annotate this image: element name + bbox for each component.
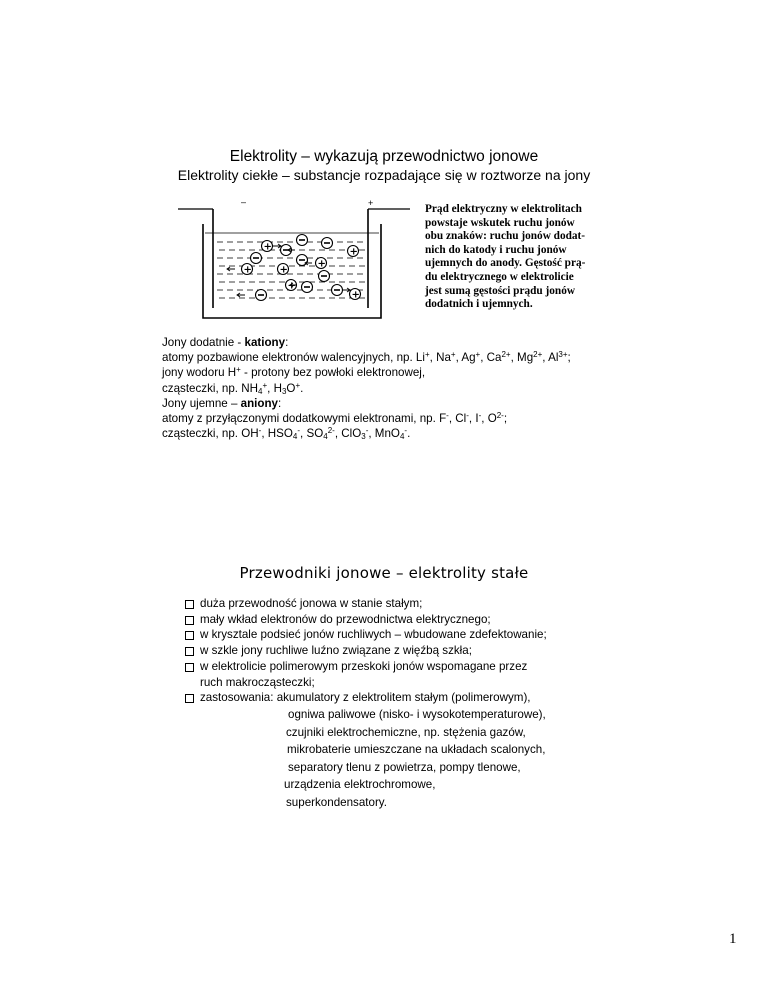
application-item: superkondensatory. — [286, 795, 387, 809]
cation-icon — [262, 241, 273, 253]
application-item: separatory tlenu z powietrza, pompy tlenowe, — [288, 760, 521, 774]
cation-icon — [278, 264, 289, 276]
anions-atoms-line: atomy z przyłączonymi dodatkowymi elektronami, np. F-, Cl-, I-, $O^{2-}$; — [162, 411, 508, 426]
application-item: urządzenia elektrochromowe, — [284, 778, 436, 792]
anions-molecules-line: cząsteczki, np. OH-, $HSO_4^-$, $SO_4^{2-}$, ClO$_3$-, MnO$_4$-. — [162, 426, 411, 442]
caption-line: powstaje wskutek ruchu jonów — [425, 216, 575, 229]
checkbox-bullet-icon — [185, 694, 194, 703]
anion-icon — [322, 238, 333, 249]
cation-icon — [350, 289, 361, 301]
application-item: czujniki elektrochemiczne, np. stężenia gazów, — [286, 725, 526, 739]
anion-icon — [302, 282, 313, 293]
anion-icon — [256, 290, 267, 301]
checkbox-bullet-icon — [185, 663, 194, 672]
svg-text:+: + — [263, 241, 272, 253]
list-item-continuation: ruch makrocząsteczki; — [200, 675, 315, 689]
list-item: duża przewodność jonowa w stanie stałym; — [185, 596, 547, 612]
list-item: w krysztale podsieć jonów ruchliwych – wbudowane zdefektowanie; — [185, 627, 547, 643]
cations-atoms-line: atomy pozbawione elektronów walencyjnych, np. Li+, Na+, Ag+, $Ca^{2+}$, $Mg^{2+}$, $Al^{3+}$; — [162, 350, 571, 365]
application-item: mikrobaterie umieszczane na układach scalonych, — [287, 743, 546, 757]
cathode-sign: – — [241, 198, 247, 207]
list-item: mały wkład elektronów do przewodnictwa elektrycznego; — [185, 612, 547, 628]
caption-line: du elektrycznego w elektrolicie — [425, 270, 574, 283]
svg-text:+: + — [279, 264, 288, 276]
svg-text:+: + — [349, 246, 358, 258]
cations-heading: Jony dodatnie - kationy: — [162, 336, 289, 349]
svg-text:+: + — [351, 289, 360, 301]
list-item: w elektrolicie polimerowym przeskoki jonów wspomagane przez — [185, 659, 547, 675]
cations-molecules-line: cząsteczki, np. $NH_4^+$, $H_3O^+$. — [162, 380, 304, 396]
caption-line: jest sumą gęstości prądu jonów — [425, 284, 575, 297]
checkbox-bullet-icon — [185, 616, 194, 625]
page-subtitle: Elektrolity ciekłe – substancje rozpadające się w roztworze na jony — [177, 167, 591, 183]
caption-line: ujemnych do anody. Gęstość prą- — [425, 257, 586, 270]
anion-icon — [251, 253, 262, 264]
list-item: zastosowania: akumulatory z elektrolitem stałym (polimerowym), — [185, 690, 547, 706]
figure-caption — [425, 203, 641, 312]
section-title: Przewodniki jonowe – elektrolity stałe — [239, 564, 529, 582]
caption-line: nich do katody i ruchu jonów — [425, 243, 567, 256]
svg-text:+: + — [317, 258, 326, 270]
caption-line: dodatnich i ujemnych. — [425, 298, 533, 311]
page-title: Elektrolity – wykazują przewodnictwo jonowe — [229, 148, 539, 165]
application-item: ogniwa paliwowe (nisko- i wysokotemperaturowe), — [288, 707, 546, 721]
page-number: 1 — [729, 931, 737, 947]
list-item: w szkle jony ruchliwe luźno związane z więźbą szkła; — [185, 643, 547, 659]
anions-heading: Jony ujemne – aniony: — [162, 396, 282, 410]
checkbox-bullet-icon — [185, 647, 194, 656]
hydrogen-ions-line: jony wodoru H+ - protony bez powłoki elektronowej, — [162, 365, 426, 380]
cation-icon — [348, 246, 359, 258]
caption-line: Prąd elektryczny w elektrolitach — [425, 203, 582, 215]
anode-sign: + — [368, 198, 374, 208]
electrolyte-diagram — [175, 198, 415, 324]
bullet-list — [185, 596, 547, 811]
svg-text:+: + — [243, 264, 252, 276]
cation-icon — [316, 258, 327, 270]
cation-icon — [242, 264, 253, 276]
checkbox-bullet-icon — [185, 631, 194, 640]
anion-icon — [332, 285, 343, 296]
anion-icon — [297, 235, 308, 246]
caption-line: obu znaków: ruchu jonów dodat- — [425, 230, 586, 243]
svg-text:+: + — [287, 280, 296, 292]
anion-icon — [319, 271, 330, 282]
ions-description — [162, 335, 571, 441]
checkbox-bullet-icon — [185, 600, 194, 609]
